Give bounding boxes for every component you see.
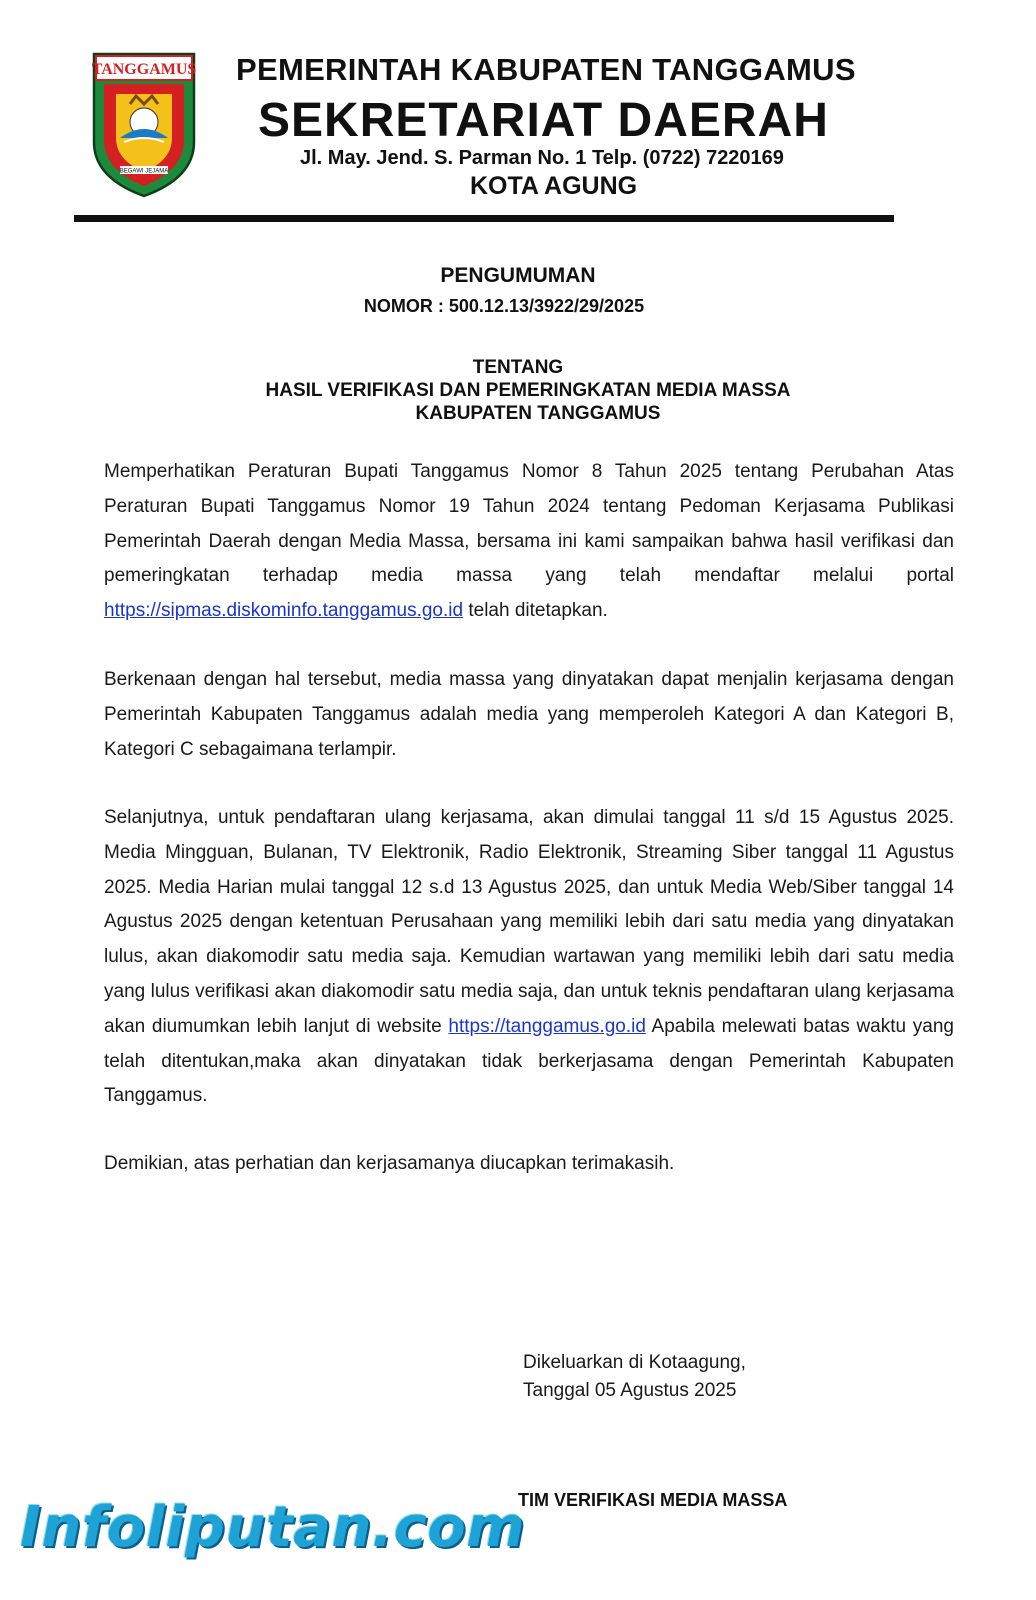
logo-label: TANGGAMUS (91, 61, 197, 78)
tanggamus-emblem-logo (90, 50, 198, 198)
issued-date: Tanggal 05 Agustus 2025 (523, 1380, 737, 1401)
paragraph-4: Demikian, atas perhatian dan kerjasamanya diucapkan terimakasih. (104, 1153, 675, 1174)
paragraph-3-tail: Apabila melewati batas waktu yang telah ditentukan,maka akan dinyatakan tidak berkerjasama dengan Pemerintah Kabupaten Tanggamus. (104, 1015, 954, 1107)
paragraph-2: Berkenaan dengan hal tersebut, media massa yang dinyatakan dapat menjalin kerjasama dengan Pemerintah Kabupaten Tanggamus adalah media yang memperoleh Kategori A dan Kategori B, Kategori C sebagaimana terlampir. (104, 669, 954, 760)
header-city: KOTA AGUNG (470, 172, 638, 200)
paragraph-1-text: Memperhatikan Peraturan Bupati Tanggamus Nomor 8 Tahun 2025 tentang Perubahan Atas Peraturan Bupati Tanggamus Nomor 19 Tahun 2024 tentang Pedoman Kerjasama Publikasi Pemerintah Daerah dengan Media Massa, bersama ini kami sampaikan bahwa hasil verifikasi dan pemeringkatan terhadap media massa yang telah mendaftar melalui portal (104, 461, 954, 587)
header-government-name: PEMERINTAH KABUPATEN TANGGAMUS (236, 52, 856, 87)
announcement-subject-line2: KABUPATEN TANGGAMUS (415, 403, 661, 424)
logo-motto: BEGAWI JEJAMA (119, 168, 169, 175)
issued-location: Dikeluarkan di Kotaagung, (523, 1352, 746, 1373)
announcement-heading: PENGUMUMAN (440, 264, 596, 287)
watermark-logo: Infoliputan.com (20, 1495, 526, 1560)
tanggamus-website-link[interactable]: https://tanggamus.go.id (448, 1015, 646, 1037)
announcement-about: TENTANG (472, 357, 564, 378)
announcement-subject-line1: HASIL VERIFIKASI DAN PEMERINGKATAN MEDIA MASSA (265, 380, 791, 401)
paragraph-3-text: Selanjutnya, untuk pendaftaran ulang kerjasama, akan dimulai tanggal 11 s/d 15 Agustus 2025. Media Mingguan, Bulanan, TV Elektronik, Radio Elektronik, Streaming Siber tanggal 11 Agustus 2025. Media Harian mulai tanggal 12 s.d 13 Agustus 2025, dan untuk Media Web/Siber tanggal 14 Agustus 2025 dengan ketentuan Perusahaan yang memiliki lebih dari satu media yang dinyatakan lulus, akan diakomodir satu media saja. Kemudian wartawan yang memiliki lebih dari satu media yang lulus verifikasi akan diakomodir satu media saja, dan untuk teknis pendaftaran ulang kerjasama akan diumumkan lebih lanjut di website (104, 807, 954, 1037)
signatory-team: TIM VERIFIKASI MEDIA MASSA (518, 1490, 788, 1510)
header-address: Jl. May. Jend. S. Parman No. 1 Telp. (0722) 7220169 (300, 147, 784, 169)
sipmas-portal-link[interactable]: https://sipmas.diskominfo.tanggamus.go.id (104, 600, 464, 622)
paragraph-1-tail: telah ditetapkan. (463, 600, 608, 622)
header-office-name: SEKRETARIAT DAERAH (258, 94, 829, 147)
paragraph-1 (104, 455, 954, 629)
announcement-number: NOMOR : 500.12.13/3922/29/2025 (363, 296, 645, 316)
header-divider (74, 215, 894, 222)
paragraph-3 (104, 801, 954, 1114)
